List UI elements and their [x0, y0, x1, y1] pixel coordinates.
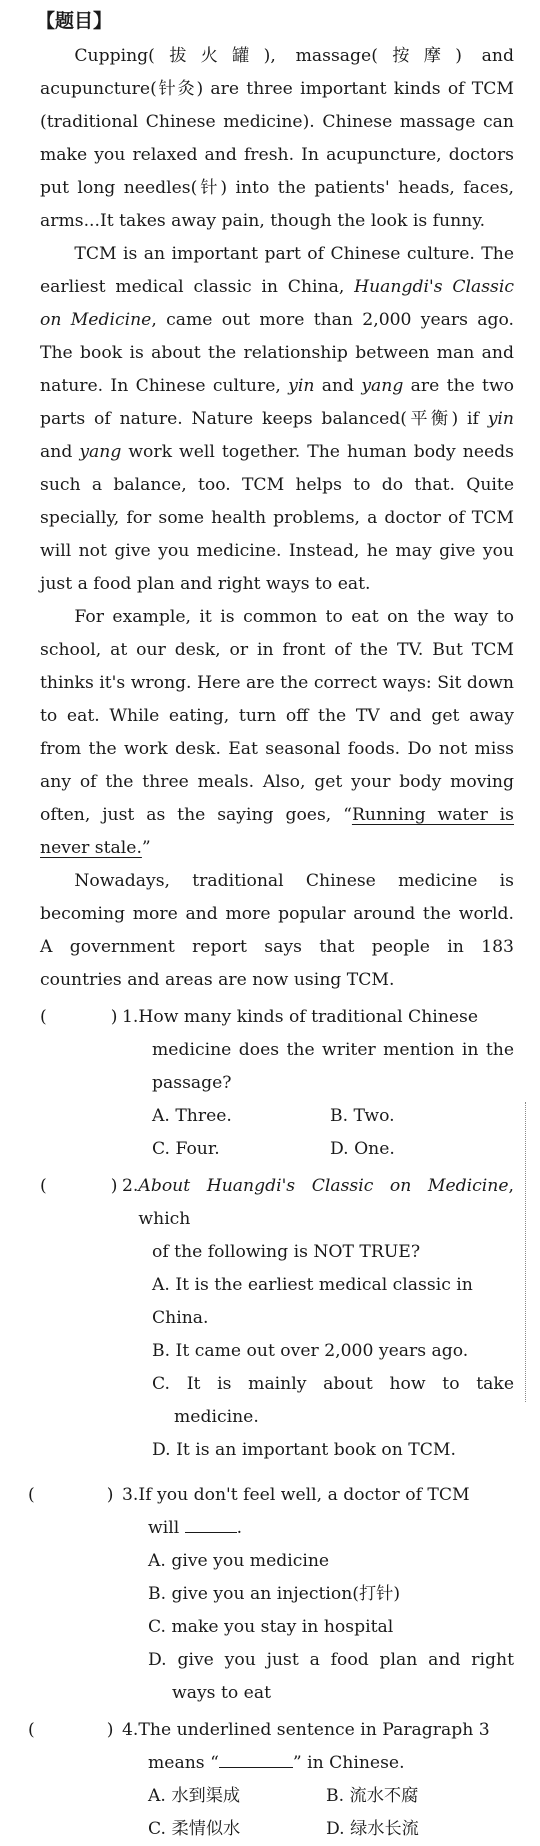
option-b[interactable]: B. It came out over 2,000 years ago.: [152, 1341, 469, 1361]
question-stem-continued: medicine does the writer mention in the passage?: [152, 1040, 514, 1093]
paragraph-2-text-a: TCM is an important part of Chinese culture. The earliest medical classic in China,: [40, 244, 514, 297]
paragraph-2-text-c: and: [314, 376, 362, 396]
answer-blank-4[interactable]: ( ): [28, 1720, 114, 1740]
question-stem-continued: will .: [40, 1512, 514, 1545]
question-stem-continued: of the following is NOT TRUE?: [152, 1242, 421, 1262]
option-c[interactable]: C. make you stay in hospital: [148, 1617, 394, 1637]
option-a[interactable]: A. Three.: [152, 1106, 232, 1126]
option-a[interactable]: A. give you medicine: [148, 1551, 330, 1571]
paragraph-2: [40, 238, 514, 601]
option-a[interactable]: A. 水到渠成: [148, 1786, 241, 1806]
question-stem-continued: means “ ” in Chinese.: [40, 1747, 514, 1780]
paragraph-3: [40, 601, 514, 865]
margin-dotted-line: [525, 1102, 526, 1402]
paragraph-2-text-d: are the two parts of nature. Nature keeps balanced(平衡) if: [40, 376, 515, 429]
paragraph-3-text-b: ”: [141, 838, 151, 858]
answer-blank-3[interactable]: ( ): [28, 1485, 114, 1505]
question-stem: The underlined sentence in Paragraph 3: [138, 1720, 490, 1740]
question-3: [28, 1479, 514, 1710]
underlined-sentence: Running water is never stale.: [40, 805, 515, 858]
option-d[interactable]: D. One.: [330, 1139, 395, 1159]
paragraph-4: Nowadays, traditional Chinese medicine is becoming more and more popular around the world. A government report says that people in 183 countries and areas are now using TCM.: [40, 871, 514, 990]
paragraph-2-text-e: and: [40, 442, 80, 462]
answer-blank-1[interactable]: ( ): [40, 1007, 118, 1027]
section-header: 【题目】: [36, 10, 113, 32]
option-c-continued: medicine.: [174, 1407, 259, 1427]
term-yang: yang: [361, 376, 404, 396]
question-number: 2.: [122, 1176, 139, 1196]
option-c[interactable]: C. 柔情似水: [148, 1819, 241, 1839]
paragraph-2-text-b: , came out more than 2,000 years ago. The book is about the relationship between man and nature. In Chinese culture,: [40, 310, 515, 396]
term-yin-2: yin: [487, 409, 514, 429]
option-d[interactable]: D. It is an important book on TCM.: [152, 1440, 456, 1460]
question-number: 3.: [122, 1485, 139, 1505]
option-b[interactable]: B. 流水不腐: [326, 1786, 419, 1806]
term-yin: yin: [288, 376, 315, 396]
option-a[interactable]: A. It is the earliest medical classic in China.: [152, 1275, 473, 1328]
paragraph-2-text-f: work well together. The human body needs such a balance, too. TCM helps to do that. Quite specially, for some health problems, a doctor of TCM will not give you medicine. Instead, he may give you just a food plan and right ways to eat.: [40, 442, 514, 594]
option-d[interactable]: D. give you just a food plan and right: [148, 1650, 514, 1670]
fill-blank[interactable]: [219, 1749, 293, 1768]
option-b[interactable]: B. Two.: [330, 1106, 395, 1126]
option-d-continued: ways to eat: [172, 1683, 271, 1703]
question-number: 4.: [122, 1720, 139, 1740]
question-2: [40, 1170, 514, 1467]
paragraph-3-text-a: For example, it is common to eat on the way to school, at our desk, or in front of the TV. But TCM thinks it's wrong. Here are the correct ways: Sit down to eat. While eating, turn off the TV and get away from the work desk. Eat seasonal foods. Do not miss any of the three meals. Also, get your body moving often, just as the saying goes, “: [40, 607, 514, 825]
term-yang-2: yang: [79, 442, 122, 462]
option-c[interactable]: C. Four.: [152, 1139, 220, 1159]
option-d[interactable]: D. 绿水长流: [326, 1819, 419, 1839]
answer-blank-2[interactable]: ( ): [40, 1176, 118, 1196]
book-title: Huangdi's Classic on Medicine: [40, 277, 514, 330]
paragraph-1: Cupping(拔火罐), massage(按摩) and acupuncture(针灸) are three important kinds of TCM (traditional Chinese medicine). Chinese massage can make you relaxed and fresh. In acupuncture, doctors put long needles(针) into the patients' heads, faces, arms...It takes away pain, though the look is funny.: [40, 46, 514, 231]
question-4: [28, 1714, 514, 1846]
fill-blank[interactable]: [185, 1514, 237, 1533]
question-stem: About Huangdi's Classic on Medicine, which: [138, 1176, 514, 1229]
question-stem: If you don't feel well, a doctor of TCM: [138, 1485, 470, 1505]
option-c[interactable]: C. It is mainly about how to take: [152, 1374, 514, 1394]
question-number: 1.: [122, 1007, 139, 1027]
question-1: [40, 1001, 514, 1166]
question-stem: How many kinds of traditional Chinese: [138, 1007, 478, 1027]
option-b[interactable]: B. give you an injection(打针): [148, 1584, 401, 1604]
